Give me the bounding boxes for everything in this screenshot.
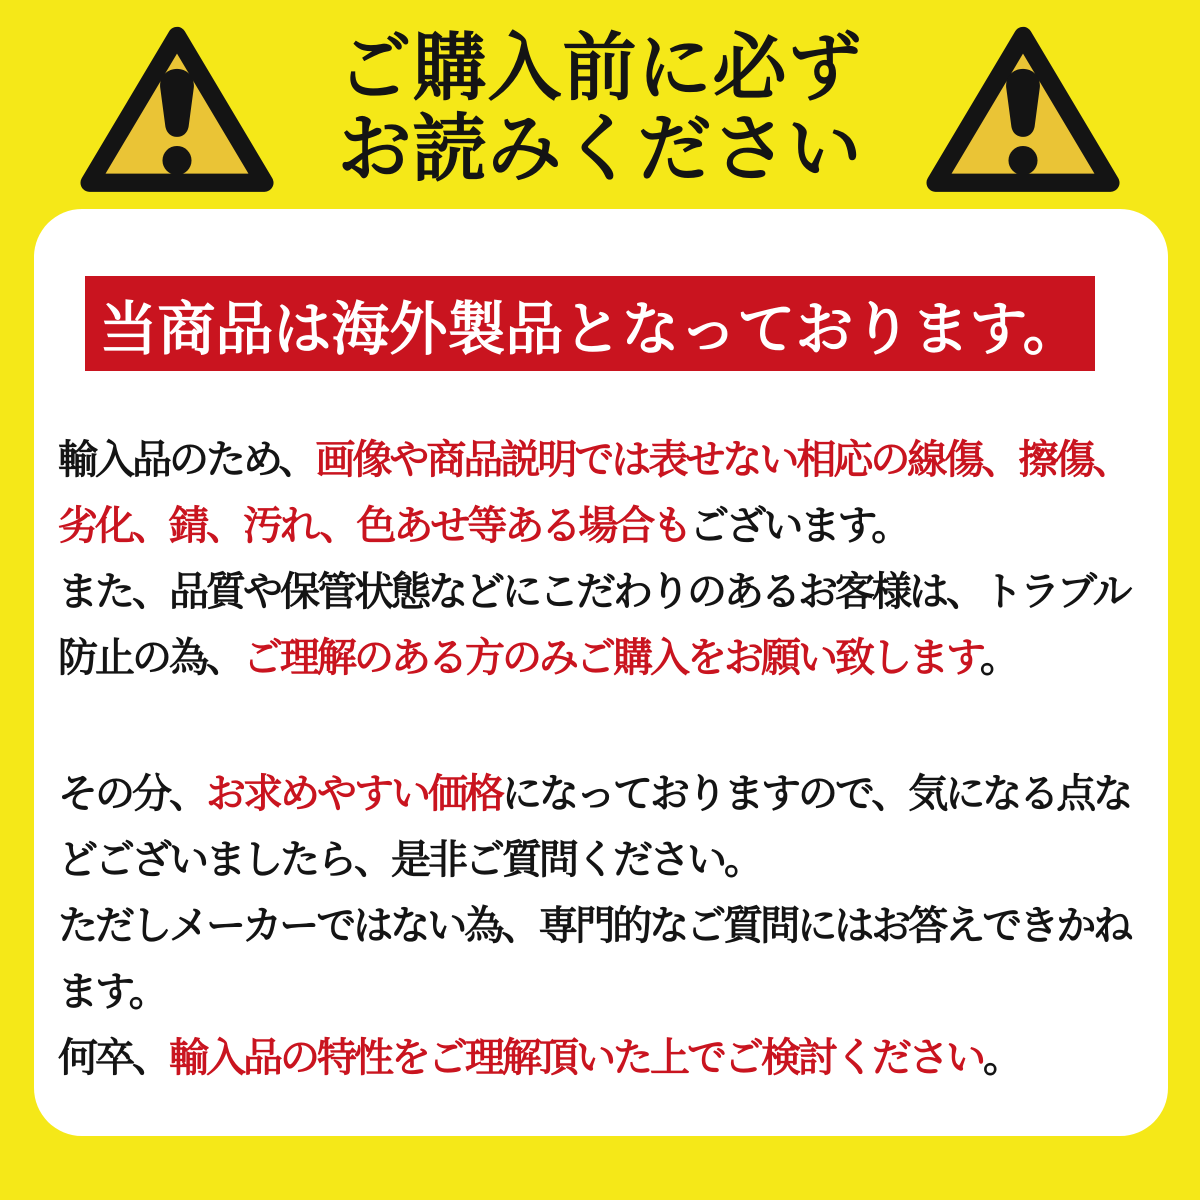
title-line-2: お読みください xyxy=(337,107,863,190)
body-text: その分、 xyxy=(58,772,206,816)
body-text: 。 xyxy=(983,1036,1020,1080)
highlight-red-text: お求めやすい価格 xyxy=(206,772,502,816)
body-text: ございます。 xyxy=(689,504,909,548)
highlight-red-text: 輸入品の特性をご理解頂いた上でご検討ください xyxy=(169,1036,983,1080)
content-panel xyxy=(34,209,1168,1136)
body-text: 輸入品のため、 xyxy=(58,438,316,482)
exclamation-dot xyxy=(162,145,191,174)
exclamation-dot xyxy=(1008,145,1037,174)
alert-banner xyxy=(85,276,1095,371)
highlight-red-text: 画像や商品説明では表せない相応の線傷、擦傷、劣化、錆、汚れ、色あせ等ある場合も xyxy=(58,438,1130,548)
sentence-condition xyxy=(58,427,1144,559)
body-text: ただしメーカーではない為、専門的なご質問にはお答えできかねます。 xyxy=(58,904,1131,1014)
page-title xyxy=(276,27,924,190)
notice-body xyxy=(34,427,1168,1091)
warning-triangle-icon xyxy=(78,21,276,196)
body-text: 何卒、 xyxy=(58,1036,169,1080)
body-text: 。 xyxy=(979,636,1017,680)
body-text: また、品質や保管状態などにこだわりのあるお客様は、トラブル防止の為、 xyxy=(58,570,1130,680)
highlight-red-text: ご理解のある方のみご購入をお願い致します xyxy=(243,636,980,680)
sentence-request xyxy=(58,559,1144,691)
alert-banner-text: 当商品は海外製品となっております。 xyxy=(99,296,1081,362)
paragraph-2 xyxy=(58,761,1144,1091)
header xyxy=(0,0,1200,196)
title-line-1: ご購入前に必ず xyxy=(337,25,863,109)
paragraph-1 xyxy=(58,427,1144,691)
warning-triangle-icon xyxy=(924,21,1122,196)
sentence-closing xyxy=(58,1025,1144,1091)
body-text: になっておりますので、気になる点などございましたら、是非ご質問ください。 xyxy=(58,772,1131,882)
sentence-price xyxy=(58,761,1144,893)
sentence-maker xyxy=(58,893,1144,1025)
